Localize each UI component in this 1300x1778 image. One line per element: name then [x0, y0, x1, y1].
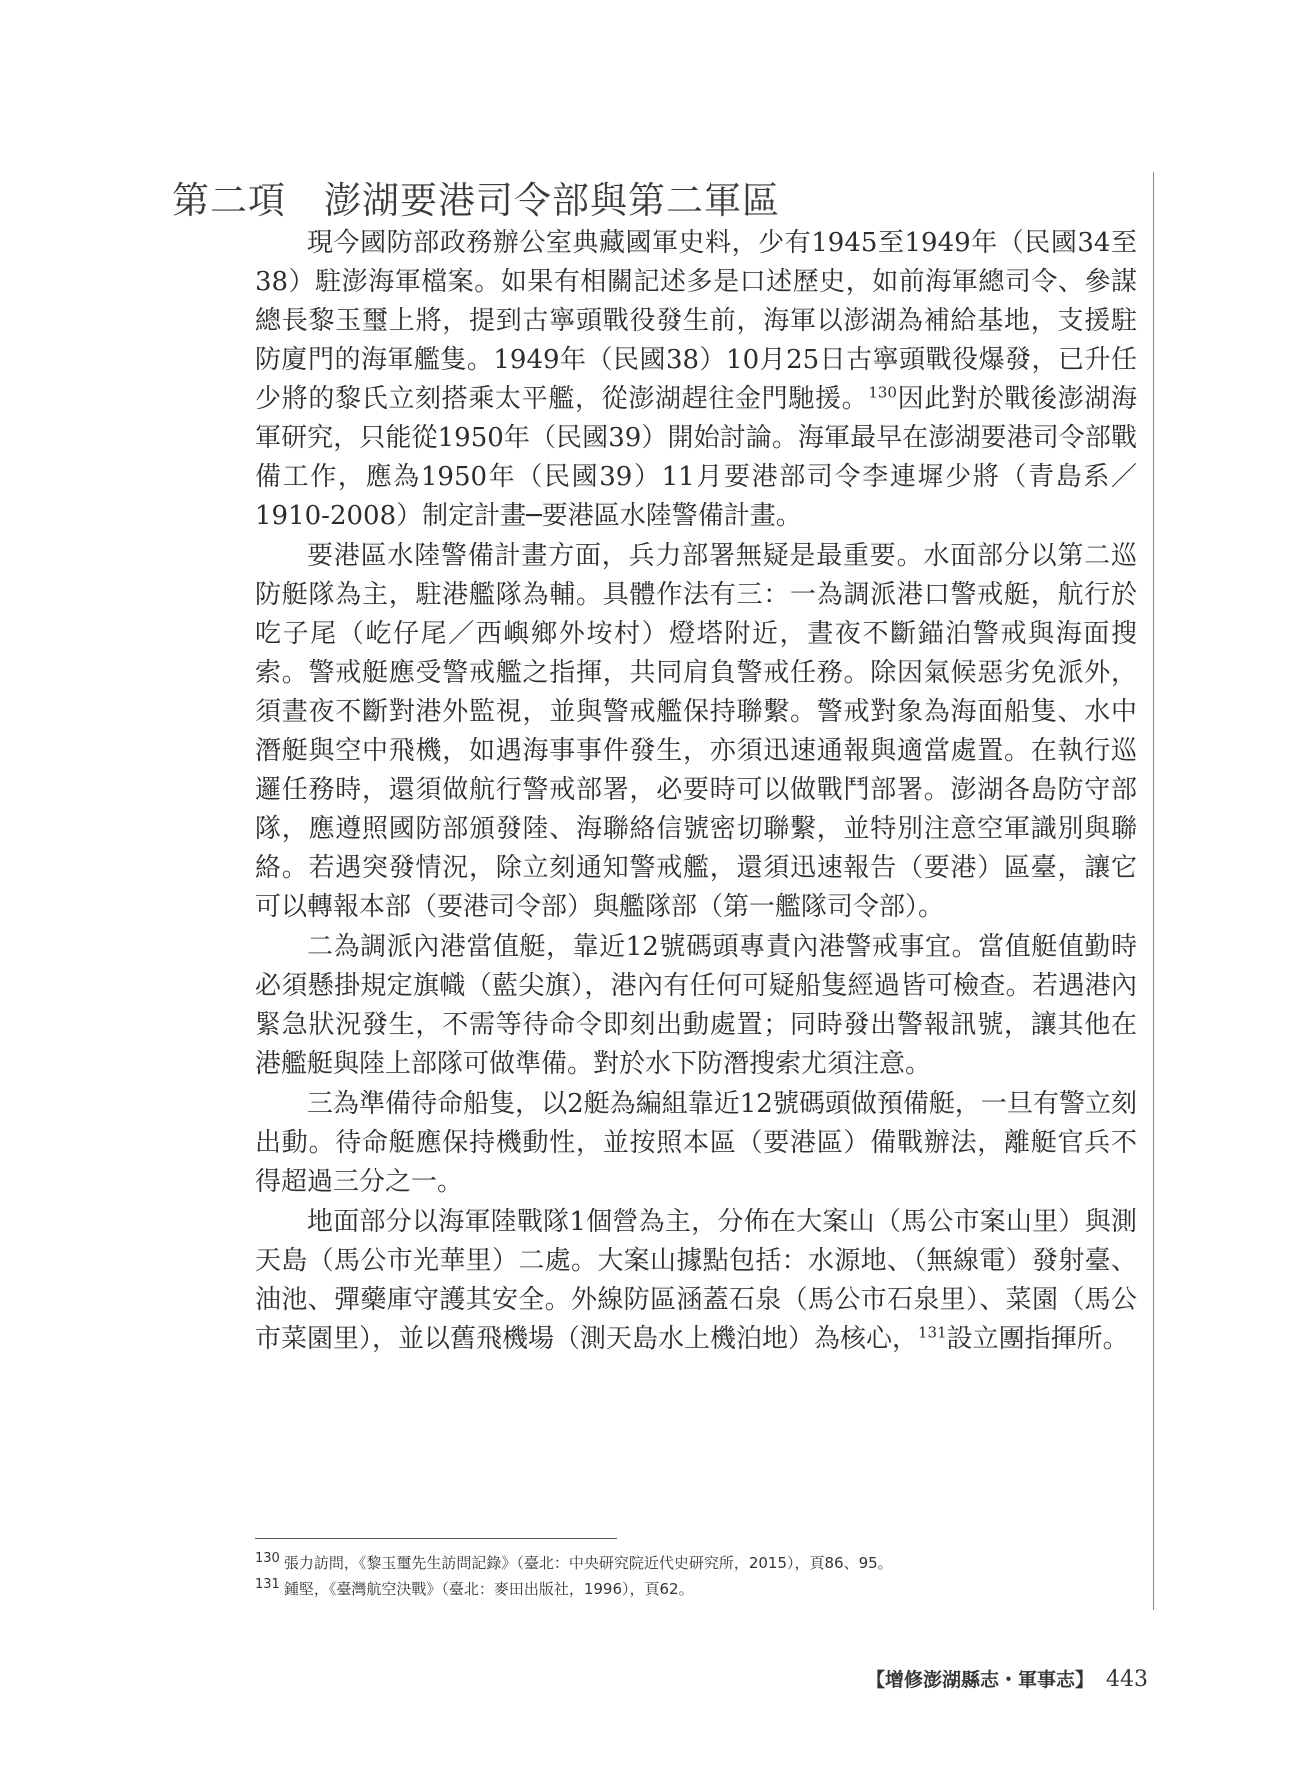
- footnote-ref[interactable]: 131: [918, 1323, 947, 1342]
- footnote-ref[interactable]: 130: [868, 383, 897, 402]
- paragraph: [255, 1203, 1137, 1359]
- paragraph-text: 地面部分以海軍陸戰隊1個營為主，分佈在大案山（馬公市案山里）與測天島（馬公市光華里）二處。大案山據點包括：水源地、（無線電）發射臺、油池、彈藥庫守護其安全。外線防區涵蓋石泉（馬公市石泉里）、菜園（馬公市菜園里），並以舊飛機場（測天島水上機泊地）為核心，: [255, 1207, 1137, 1354]
- paragraph-text: 現今國防部政務辦公室典藏國軍史料，少有1945至1949年（民國34至38）駐澎海軍檔案。如果有相關記述多是口述歷史，如前海軍總司令、參謀總長黎玉璽上將，提到古寧頭戰役發生前，海軍以澎湖為補給基地，支援駐防廈門的海軍艦隻。1949年（民國38）10月25日古寧頭戰役爆發，已升任少將的黎氏立刻搭乘太平艦，從澎湖趕往金門馳援。: [255, 228, 1137, 414]
- section-number: 第二項: [172, 179, 286, 222]
- footnotes: [255, 1550, 1135, 1602]
- footnote-number: 131: [255, 1577, 280, 1592]
- footnote-text: 鍾堅，《臺灣航空決戰》（臺北：麥田出版社，1996），頁62。: [283, 1580, 694, 1598]
- page-vertical-rule: [1153, 172, 1154, 1610]
- paragraph-text: 要港區水陸警備計畫方面，兵力部署無疑是最重要。水面部分以第二巡防艇隊為主，駐港艦隊為輔。具體作法有三：一為調派港口警戒艇，航行於吃子尾（屹仔尾／西嶼鄉外垵村）燈塔附近，晝夜不斷錨泊警戒與海面搜索。警戒艇應受警戒艦之指揮，共同肩負警戒任務。除因氣候惡劣免派外，須晝夜不斷對港外監視，並與警戒艦保持聯繫。警戒對象為海面船隻、水中潛艇與空中飛機，如遇海事事件發生，亦須迅速通報與適當處置。在執行巡邏任務時，還須做航行警戒部署，必要時可以做戰鬥部署。澎湖各島防守部隊，應遵照國防部頒發陸、海聯絡信號密切聯繫，並特別注意空軍識別與聯絡。若遇突發情況，除立刻通知警戒艦，還須迅速報告（要港）區臺，讓它可以轉報本部（要港司令部）與艦隊部（第一艦隊司令部）。: [255, 541, 1137, 922]
- paragraph-text: 因此對於戰後澎湖海軍研究，只能從1950年（民國39）開始討論。海軍最早在澎湖要港司令部戰備工作，應為1950年（民國39）11月要港部司令李連墀少將（青島系／1910-2008）制定計畫─要港區水陸警備計畫。: [255, 384, 1137, 531]
- footnote: [255, 1550, 1135, 1576]
- series-title: 【增修澎湖縣志・軍事志】: [865, 1669, 1094, 1691]
- paragraph-text: 設立團指揮所。: [946, 1324, 1129, 1354]
- paragraph-text: 三為準備待命船隻，以2艇為編組靠近12號碼頭做預備艇，一旦有警立刻出動。待命艇應保持機動性，並按照本區（要港區）備戰辦法，離艇官兵不得超過三分之一。: [255, 1089, 1137, 1197]
- paragraph: [255, 537, 1137, 927]
- footnote-number: 130: [255, 1551, 280, 1566]
- paragraph: [255, 928, 1137, 1084]
- body-text: [255, 224, 1137, 1360]
- section-heading: [172, 170, 780, 224]
- paragraph: [255, 224, 1137, 536]
- footnote-divider: [255, 1538, 617, 1539]
- footnote: [255, 1576, 1135, 1602]
- paragraph-text: 二為調派內港當值艇，靠近12號碼頭專責內港警戒事宜。當值艇值勤時必須懸掛規定旗幟（藍尖旗），港內有任何可疑船隻經過皆可檢查。若遇港內緊急狀況發生，不需等待命令即刻出動處置；同時發出警報訊號，讓其他在港艦艇與陸上部隊可做準備。對於水下防潛搜索尤須注意。: [255, 932, 1137, 1079]
- footnote-text: 張力訪問，《黎玉璽先生訪問記錄》（臺北：中央研究院近代史研究所，2015），頁86、95。: [283, 1554, 893, 1572]
- section-title: 澎湖要港司令部與第二軍區: [324, 179, 780, 222]
- running-footer: [866, 1665, 1148, 1692]
- paragraph: [255, 1085, 1137, 1202]
- page-number: 443: [1106, 1667, 1148, 1692]
